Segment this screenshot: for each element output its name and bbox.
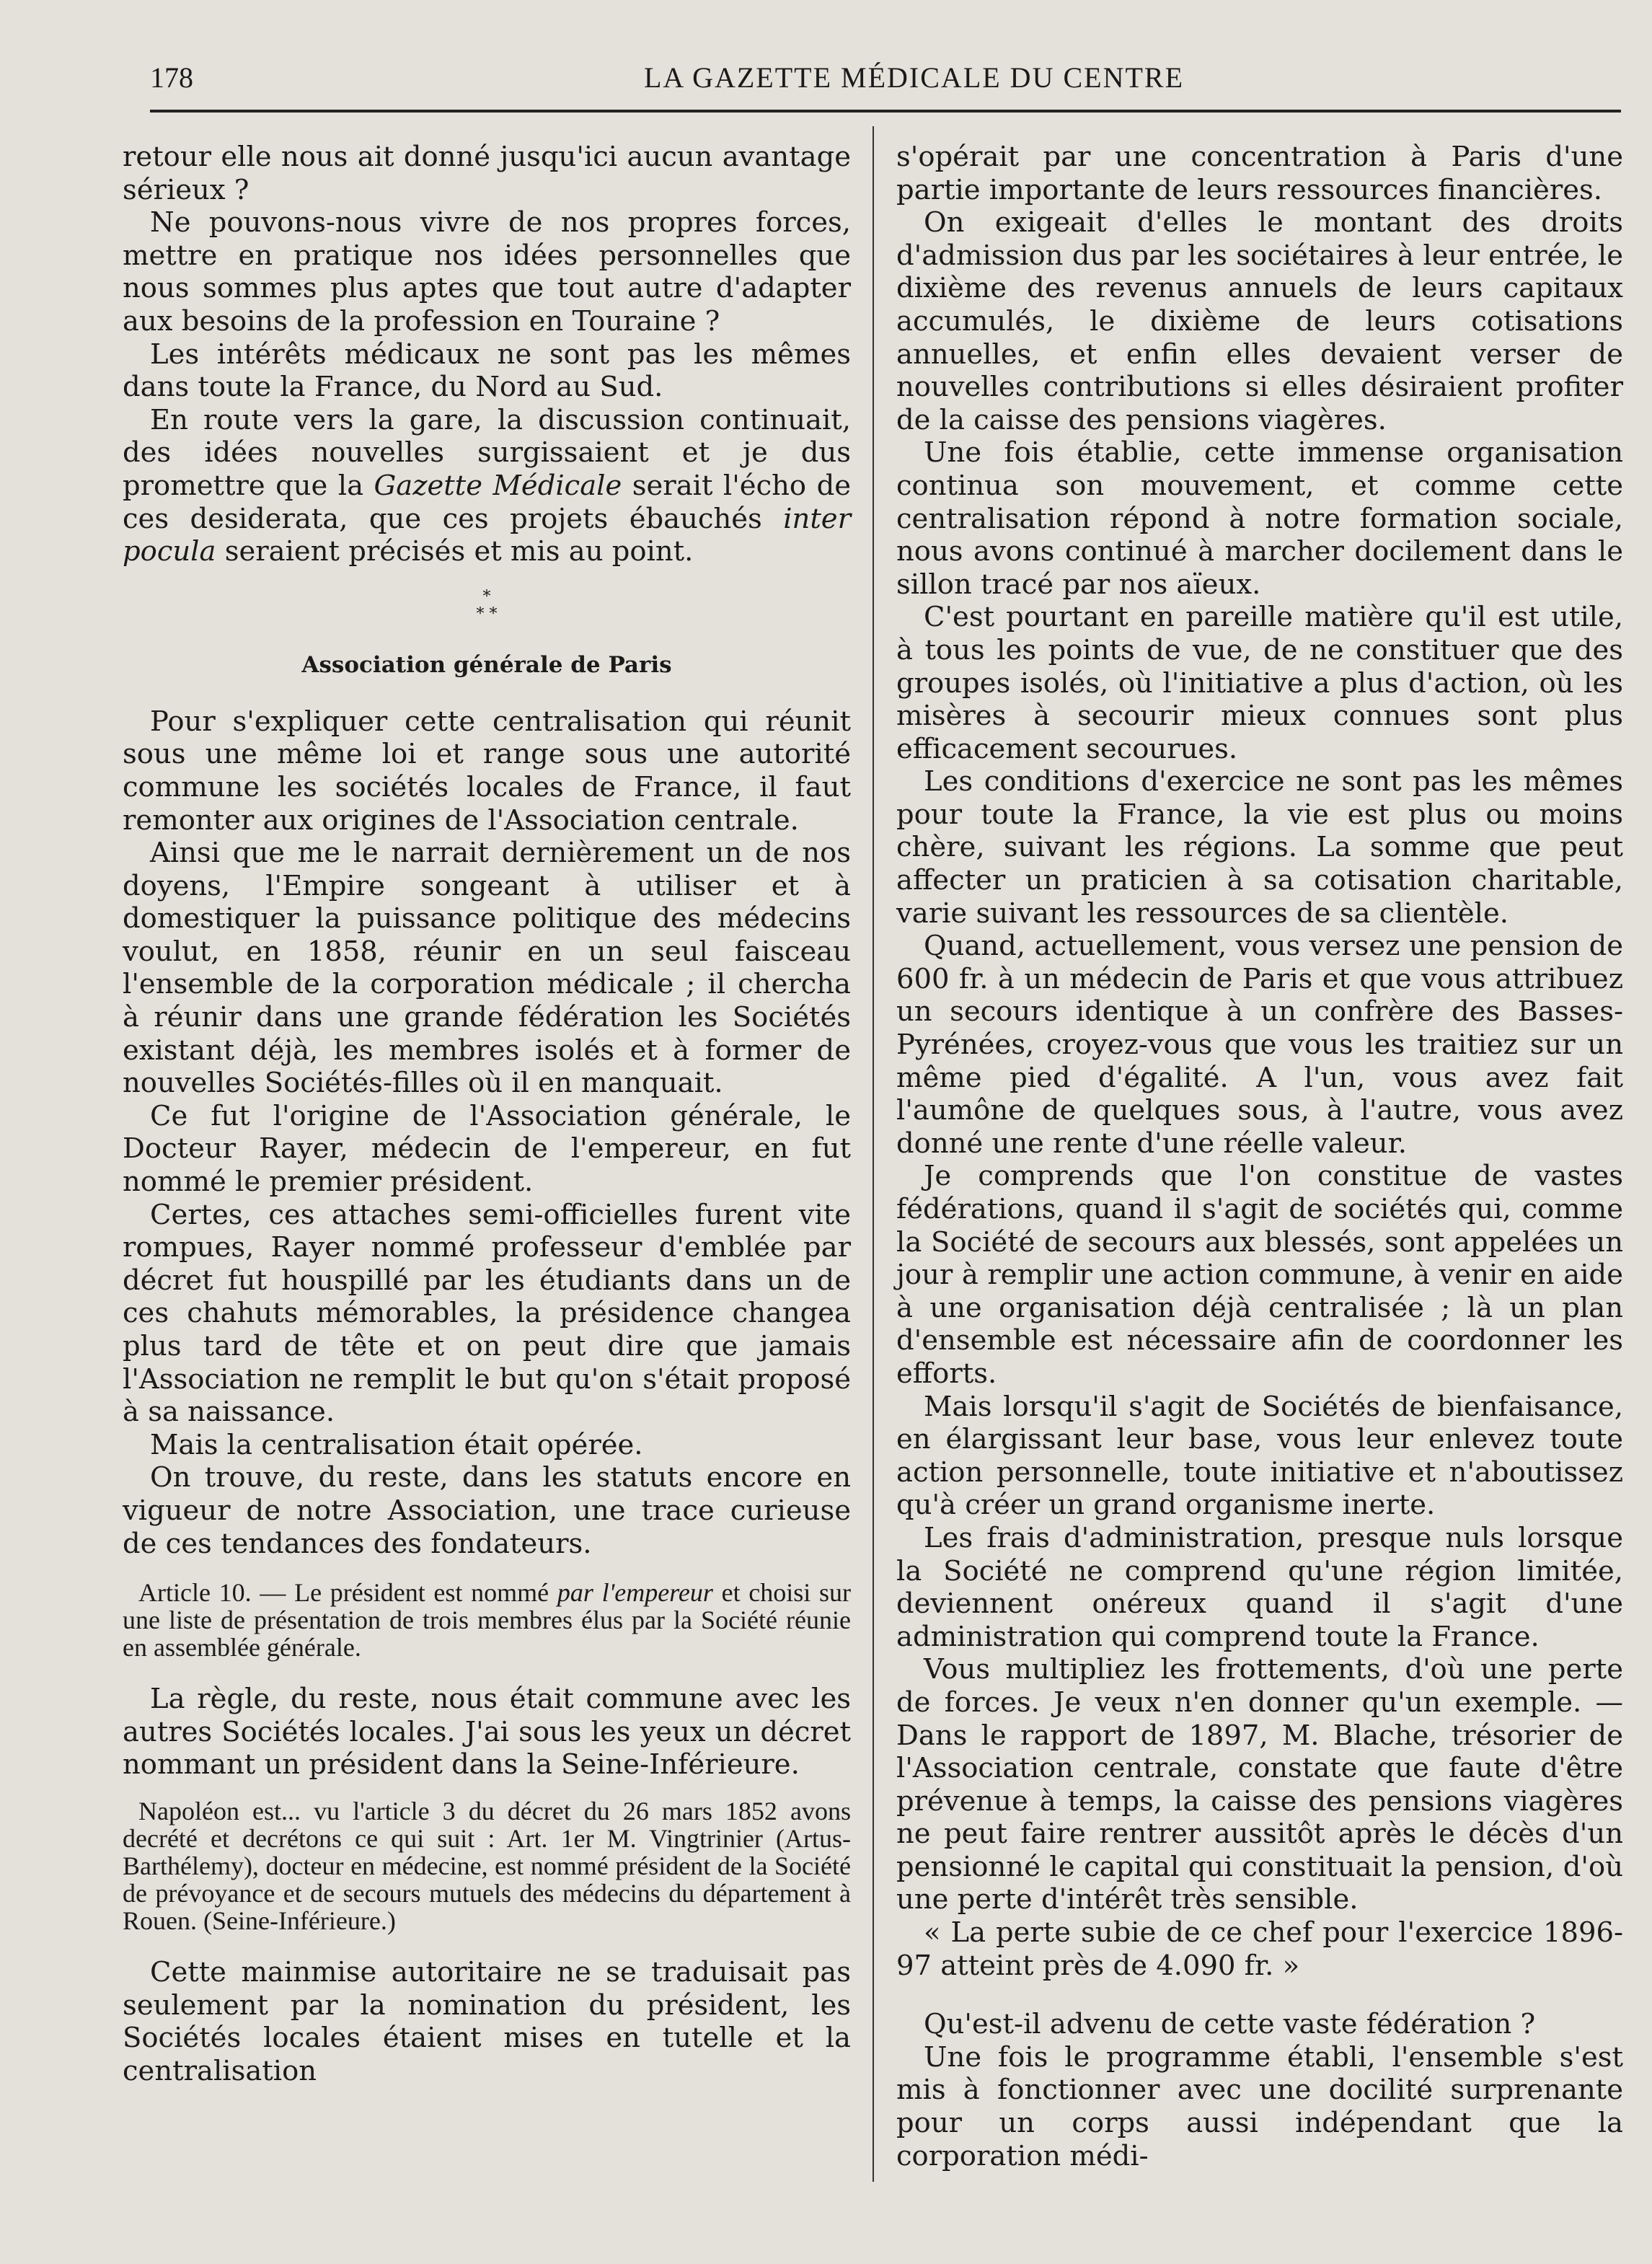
italic-text: Gazette Médicale — [374, 469, 622, 502]
paragraph: Une fois le programme établi, l'ensemble s'est mis à fonctionner avec une docilité surprenante pour un corps aussi indépendant que la corporation médi- — [896, 2040, 1623, 2172]
asterism: * * * — [476, 587, 498, 623]
paragraph: La règle, du reste, nous était commune avec les autres Sociétés locales. J'ai sous les yeux un décret nommant un président dans la Seine-Inférieure. — [123, 1683, 851, 1781]
section-title: Association générale de Paris — [301, 651, 672, 678]
paragraph: Les intérêts médicaux ne sont pas les mêmes dans toute la France, du Nord au Sud. — [123, 338, 851, 404]
paragraph: Vous multipliez les frottements, d'où une perte de forces. Je veux n'en donner qu'un exemple. — Dans le rapport de 1897, M. Blache, trésorier de l'Association centrale, constate que faute d'être prévenue à temps, la caisse des pensions viagères ne peut faire rentrer aussitôt après le décès d'un pensionné le capital qui constituait la pension, d'où une perte d'intérêt très sensible. — [896, 1653, 1623, 1916]
paragraph: Une fois établie, cette immense organisation continua son mouvement, et comme cette centralisation répond à notre formation sociale, nous avons continué à marcher docilement dans le sillon tracé par nos aïeux. — [896, 436, 1623, 601]
page-header — [150, 61, 1599, 104]
paragraph: retour elle nous ait donné jusqu'ici aucun avantage sérieux ? — [123, 141, 851, 206]
paragraph: Ne pouvons-nous vivre de nos propres forces, mettre en pratique nos idées personnelles que nous sommes plus aptes que tout autre d'adapter aux besoins de la profession en Touraine ? — [123, 206, 851, 338]
paragraph: On trouve, du reste, dans les statuts encore en vigueur de notre Association, une trace curieuse de ces tendances des fondateurs. — [123, 1461, 851, 1560]
paragraph: Je comprends que l'on constitue de vastes fédérations, quand il s'agit de sociétés qui, comme la Société de secours aux blessés, sont appelées un jour à remplir une action commune, à venir en aide à une organisation déjà centralisée ; là un plan d'ensemble est nécessaire afin de coordonner les efforts. — [896, 1160, 1623, 1390]
paragraph: Cette mainmise autoritaire ne se traduisait pas seulement par la nomination du président, les Sociétés locales étaient mises en tutelle et la centralisation — [123, 1955, 851, 2087]
left-column — [123, 141, 851, 2087]
decree-quote: Napoléon est... vu l'article 3 du décret du 26 mars 1852 avons decrété et decrétons ce qui suit : Art. 1er M. Vingtrinier (Artus-Barthélemy), docteur en médecine, est nommé président de la Société de prévoyance et de secours mutuels des médecins du département à Rouen. (Seine-Inférieure.) — [123, 1796, 851, 1935]
paragraph: Les frais d'administration, presque nuls lorsque la Société ne comprend qu'une région limitée, deviennent onéreux quand il s'agit d'une administration qui comprend toute la France. — [896, 1521, 1623, 1653]
paragraph: Les conditions d'exercice ne sont pas les mêmes pour toute la France, la vie est plus ou moins chère, suivant les régions. La somme que peut affecter un praticien à sa cotisation charitable, varie suivant les ressources de sa clientèle. — [896, 765, 1623, 930]
paragraph: Pour s'expliquer cette centralisation qui réunit sous une même loi et range sous une autorité commune les sociétés locales de France, il faut remonter aux origines de l'Association centrale. — [123, 705, 851, 837]
paragraph: Ce fut l'origine de l'Association générale, le Docteur Rayer, médecin de l'empereur, en fut nommé le premier président. — [123, 1099, 851, 1199]
paragraph: s'opérait par une concentration à Paris d'une partie importante de leurs ressources financières. — [896, 141, 1623, 206]
paragraph: Quand, actuellement, vous versez une pension de 600 fr. à un médecin de Paris et que vous attribuez un secours identique à un confrère des Basses-Pyrénées, croyez-vous que vous les traitiez sur un même pied d'égalité. A l'un, vous avez fait l'aumône de quelques sous, à l'autre, vous avez donné une rente d'une réelle valeur. — [896, 930, 1623, 1160]
journal-title: LA GAZETTE MÉDICALE DU CENTRE — [643, 61, 1184, 94]
right-column — [896, 141, 1623, 2172]
spacer — [896, 1982, 1623, 2008]
paragraph: Ainsi que me le narrait dernièrement un de nos doyens, l'Empire songeant à utiliser et à domestiquer la puissance politique des médecins voulut, en 1858, réunir en un seul faisceau l'ensemble de la corporation médicale ; il chercha à réunir dans une grande fédération les Sociétés existant déjà, les membres isolés et à former de nouvelles Sociétés-filles où il en manquait. — [123, 837, 851, 1100]
header-rule — [150, 110, 1621, 113]
paragraph: En route vers la gare, la discussion continuait, des idées nouvelles surgissaient et je dus promettre que la Gazette Médicale serait l'écho de ces desiderata, que ces projets ébauchés inter pocula seraient précisés et mis au point. — [123, 403, 851, 568]
paragraph: Qu'est-il advenu de cette vaste fédération ? — [924, 2008, 1536, 2041]
column-divider — [873, 126, 874, 2182]
paragraph: Mais lorsqu'il s'agit de Sociétés de bienfaisance, en élargissant leur base, vous leur enlevez toute action personnelle, toute initiative et n'aboutissez qu'à créer un grand organisme inerte. — [896, 1390, 1623, 1522]
page-number: 178 — [150, 61, 193, 94]
italic-text: inter pocula — [123, 502, 851, 568]
statute-quote: Article 10. — Le président est nommé par l'empereur et choisi sur une liste de présentation de trois membres élus par la Société réunie en assemblée générale. — [123, 1578, 851, 1662]
paragraph: « La perte subie de ce chef pour l'exercice 1896-97 atteint près de 4.090 fr. » — [896, 1916, 1623, 1982]
paragraph: Certes, ces attaches semi-officielles furent vite rompues, Rayer nommé professeur d'emblée par décret fut houspillé par les étudiants dans un de ces chahuts mémorables, la présidence changea plus tard de tête et on peut dire que jamais l'Association ne remplit le but qu'on s'était proposé à sa naissance. — [123, 1198, 851, 1429]
paragraph: On exigeait d'elles le montant des droits d'admission dus par les sociétaires à leur entrée, le dixième des revenus annuels de leurs capitaux accumulés, le dixième de leurs cotisations annuelles, et enfin elles devaient verser de nouvelles contributions si elles désiraient profiter de la caisse des pensions viagères. — [896, 206, 1623, 436]
paragraph: C'est pourtant en pareille matière qu'il est utile, à tous les points de vue, de ne constituer que des groupes isolés, où l'initiative a plus d'action, où les misères à secourir mieux connues sont plus efficacement secourues. — [896, 601, 1623, 765]
italic-text: par l'empereur — [557, 1578, 713, 1608]
paragraph: Mais la centralisation était opérée. — [150, 1428, 643, 1461]
